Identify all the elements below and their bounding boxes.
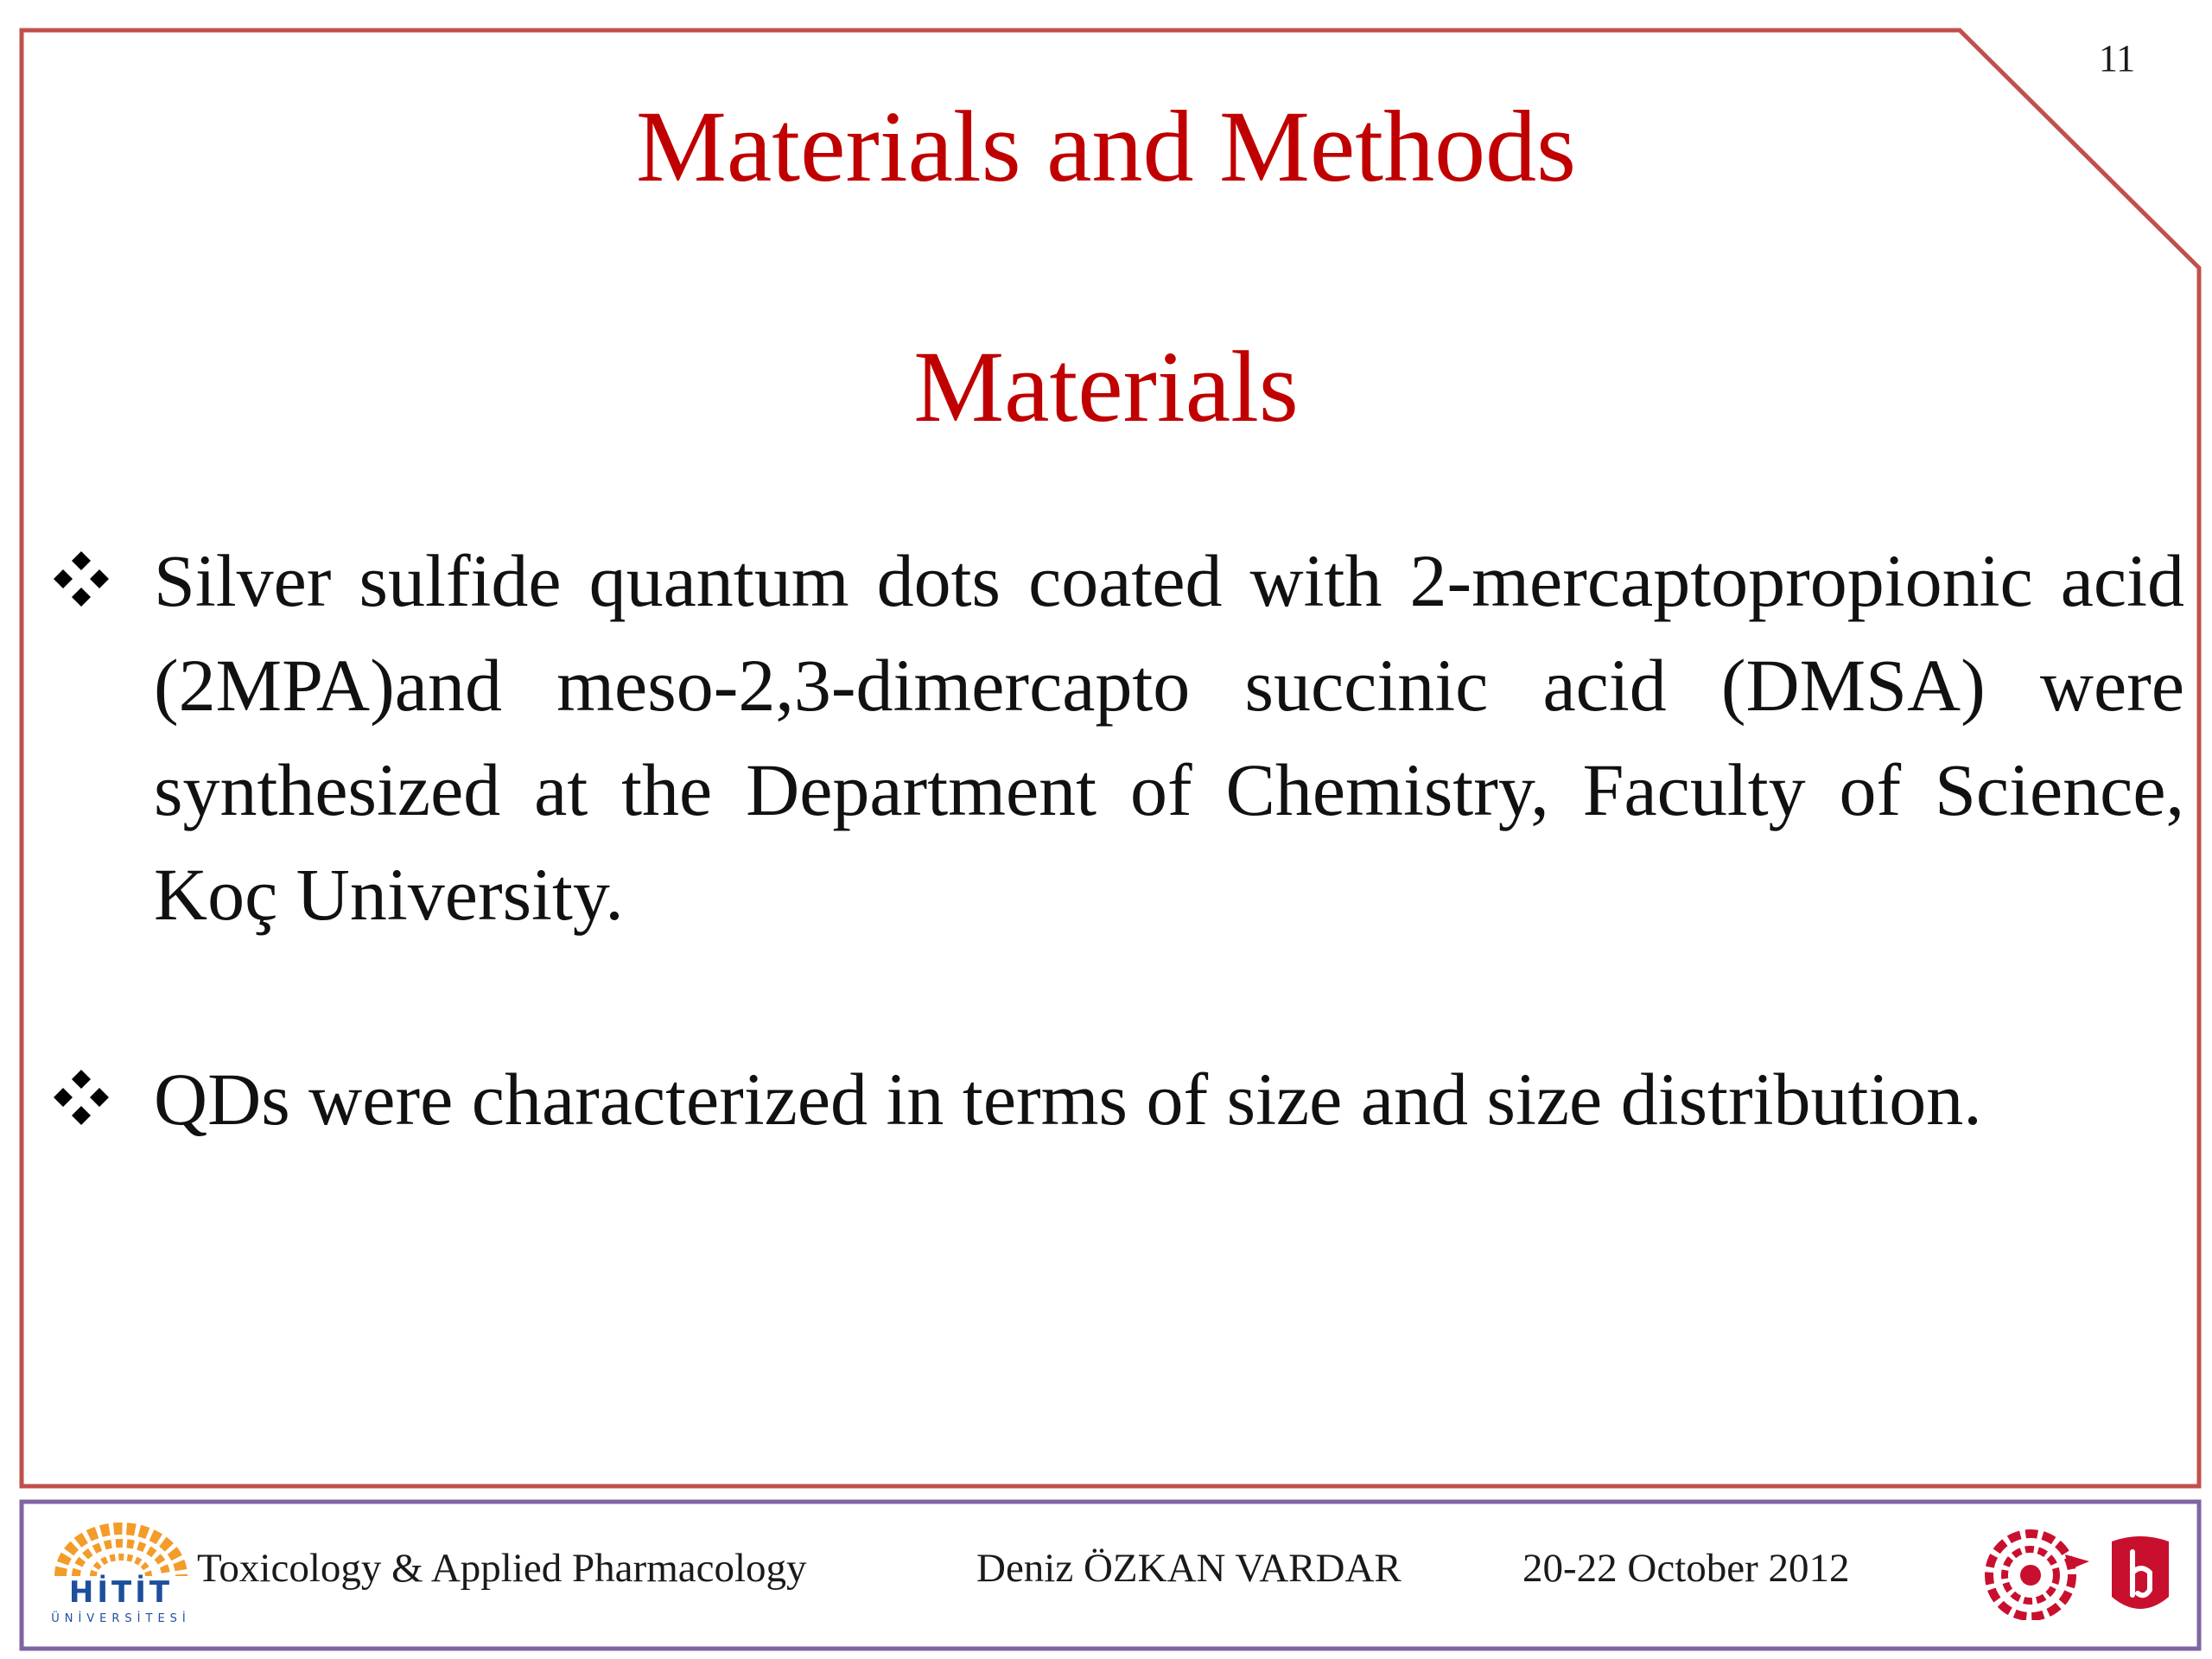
hacettepe-logo [2103, 1529, 2177, 1623]
section-title: Materials [913, 330, 1299, 443]
four-diamond-bullet-icon [50, 548, 112, 610]
four-diamond-bullet-icon [50, 1066, 112, 1128]
emblem-logo [1979, 1525, 2091, 1620]
hitit-logo-subtext: ÜNİVERSİTESİ [51, 1612, 191, 1625]
footer-date: 20-22 October 2012 [1522, 1546, 1850, 1591]
page-number: 11 [2098, 37, 2136, 79]
footer-author: Deniz ÖZKAN VARDAR [976, 1546, 1402, 1591]
footer-course: Toxicology & Applied Pharmacology [197, 1546, 807, 1591]
hitit-logo-text: HİTİT [68, 1575, 174, 1610]
bullet-text: QDs were characterized in terms of size and size distribution. [154, 1058, 1982, 1141]
slide-title: Materials and Methods [636, 90, 1576, 203]
bullet-text: Silver sulfide quantum dots coated with 2-mercaptopropionic acid (2MPA)and meso-2,3-dimercapto succinic acid (DMSA) were synthesized at the Department of Chemistry, Faculty of Science, Koç University. [154, 539, 2184, 936]
